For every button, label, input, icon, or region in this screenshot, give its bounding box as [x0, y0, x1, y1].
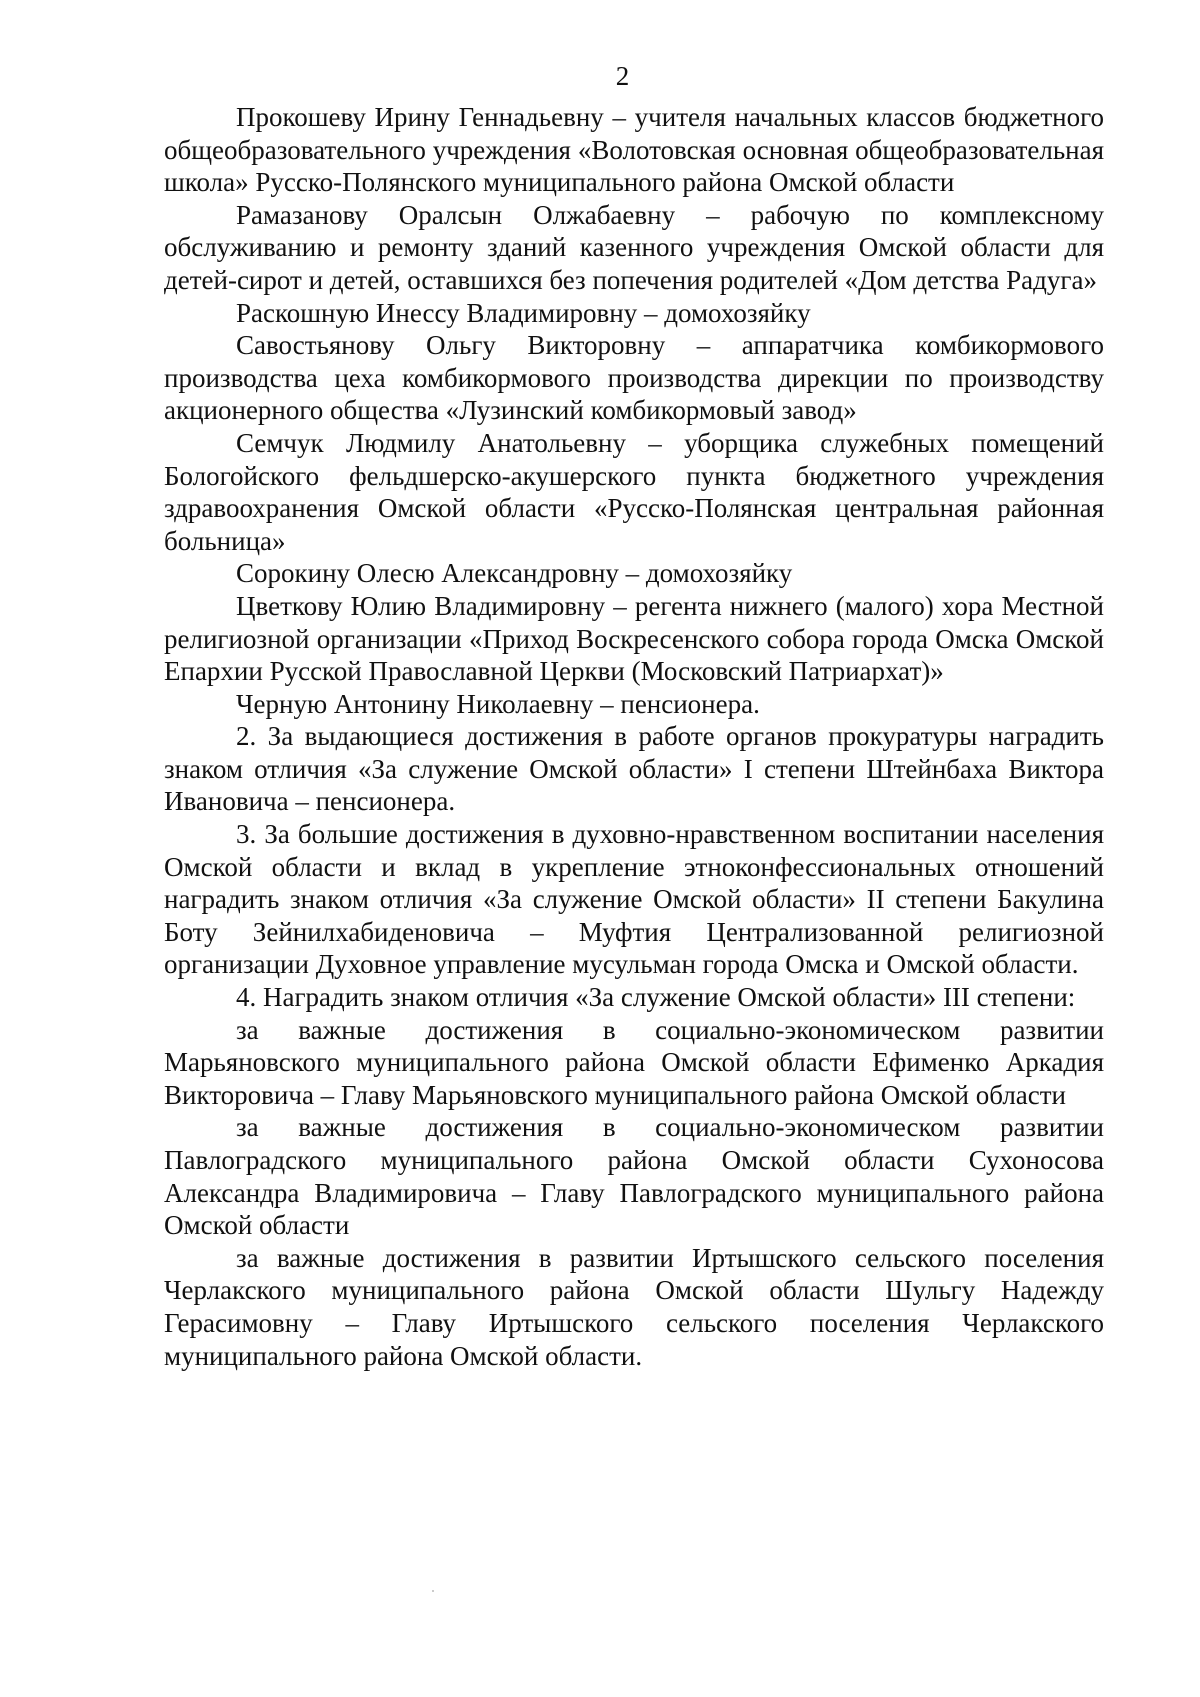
award-paragraph-ramazanova: Рамазанову Оралсын Олжабаевну – рабочую по комплексному обслуживанию и ремонту зданий казенного учреждения Омской области для детей-сирот и детей, оставшихся без попечения родителей «Дом детства Радуга»	[164, 199, 1104, 295]
clause-4-item-shulga: за важные достижения в развитии Иртышского сельского поселения Черлакского муниципального района Омской области Шульгу Надежду Герасимовну – Главу Иртышского сельского поселения Черлакского муниципального района Омской области.	[164, 1242, 1104, 1371]
award-paragraph-tsvetkova: Цветкову Юлию Владимировну – регента нижнего (малого) хора Местной религиозной организации «Приход Воскресенского собора города Омска Омской Епархии Русской Православной Церкви (Московский Патриархат)»	[164, 590, 1104, 687]
clause-3-paragraph: 3. За большие достижения в духовно-нравственном воспитании населения Омской области и вклад в укрепление этноконфессиональных отношений наградить знаком отличия «За служение Омской области» II степени Бакулина Боту Зейнилхабиденовича – Муфтия Централизованной религиозной организации Духовное управление мусульман города Омска и Омской области.	[164, 819, 1104, 980]
award-paragraph-raskoshnaya: Раскошную Инессу Владимировну – домохозяйку	[236, 297, 811, 328]
award-paragraph-savostyanova: Савостьянову Ольгу Викторовну – аппаратчика комбикормового производства цеха комбикормового производства дирекции по производству акционерного общества «Лузинский комбикормовый завод»	[164, 330, 1104, 426]
clause-4-item-sukhonosov: за важные достижения в социально-экономическом развитии Павлоградского муниципального района Омской области Сухоносова Александра Владимировича – Главу Павлоградского муниципального района Омской области	[164, 1112, 1104, 1241]
document-body	[164, 101, 1104, 1372]
award-paragraph-chernaya: Черную Антонину Николаевну – пенсионера.	[236, 688, 760, 719]
award-paragraph-sorokina: Сорокину Олесю Александровну – домохозяйку	[236, 558, 793, 589]
clause-4-item-efimenko: за важные достижения в социально-экономическом развитии Марьяновского муниципального района Омской области Ефименко Аркадия Викторовича – Главу Марьяновского муниципального района Омской области	[164, 1014, 1104, 1110]
award-paragraph-semchuk: Семчук Людмилу Анатольевну – уборщика служебных помещений Бологойского фельдшерско-акушерского пункта бюджетного учреждения здравоохранения Омской области «Русско-Полянская центральная районная больница»	[164, 427, 1104, 556]
award-paragraph-prokosheva: Прокошеву Ирину Геннадьевну – учителя начальных классов бюджетного общеобразовательного учреждения «Волотовская основная общеобразовательная школа» Русско-Полянского муниципального района Омской области	[164, 102, 1104, 198]
clause-4-paragraph: 4. Наградить знаком отличия «За служение Омской области» III степени:	[236, 982, 1076, 1013]
page-number: 2	[615, 61, 630, 91]
scan-speck	[432, 1590, 434, 1592]
clause-2-paragraph: 2. За выдающиеся достижения в работе органов прокуратуры наградить знаком отличия «За служение Омской области» I степени Штейнбаха Виктора Ивановича – пенсионера.	[164, 721, 1104, 817]
